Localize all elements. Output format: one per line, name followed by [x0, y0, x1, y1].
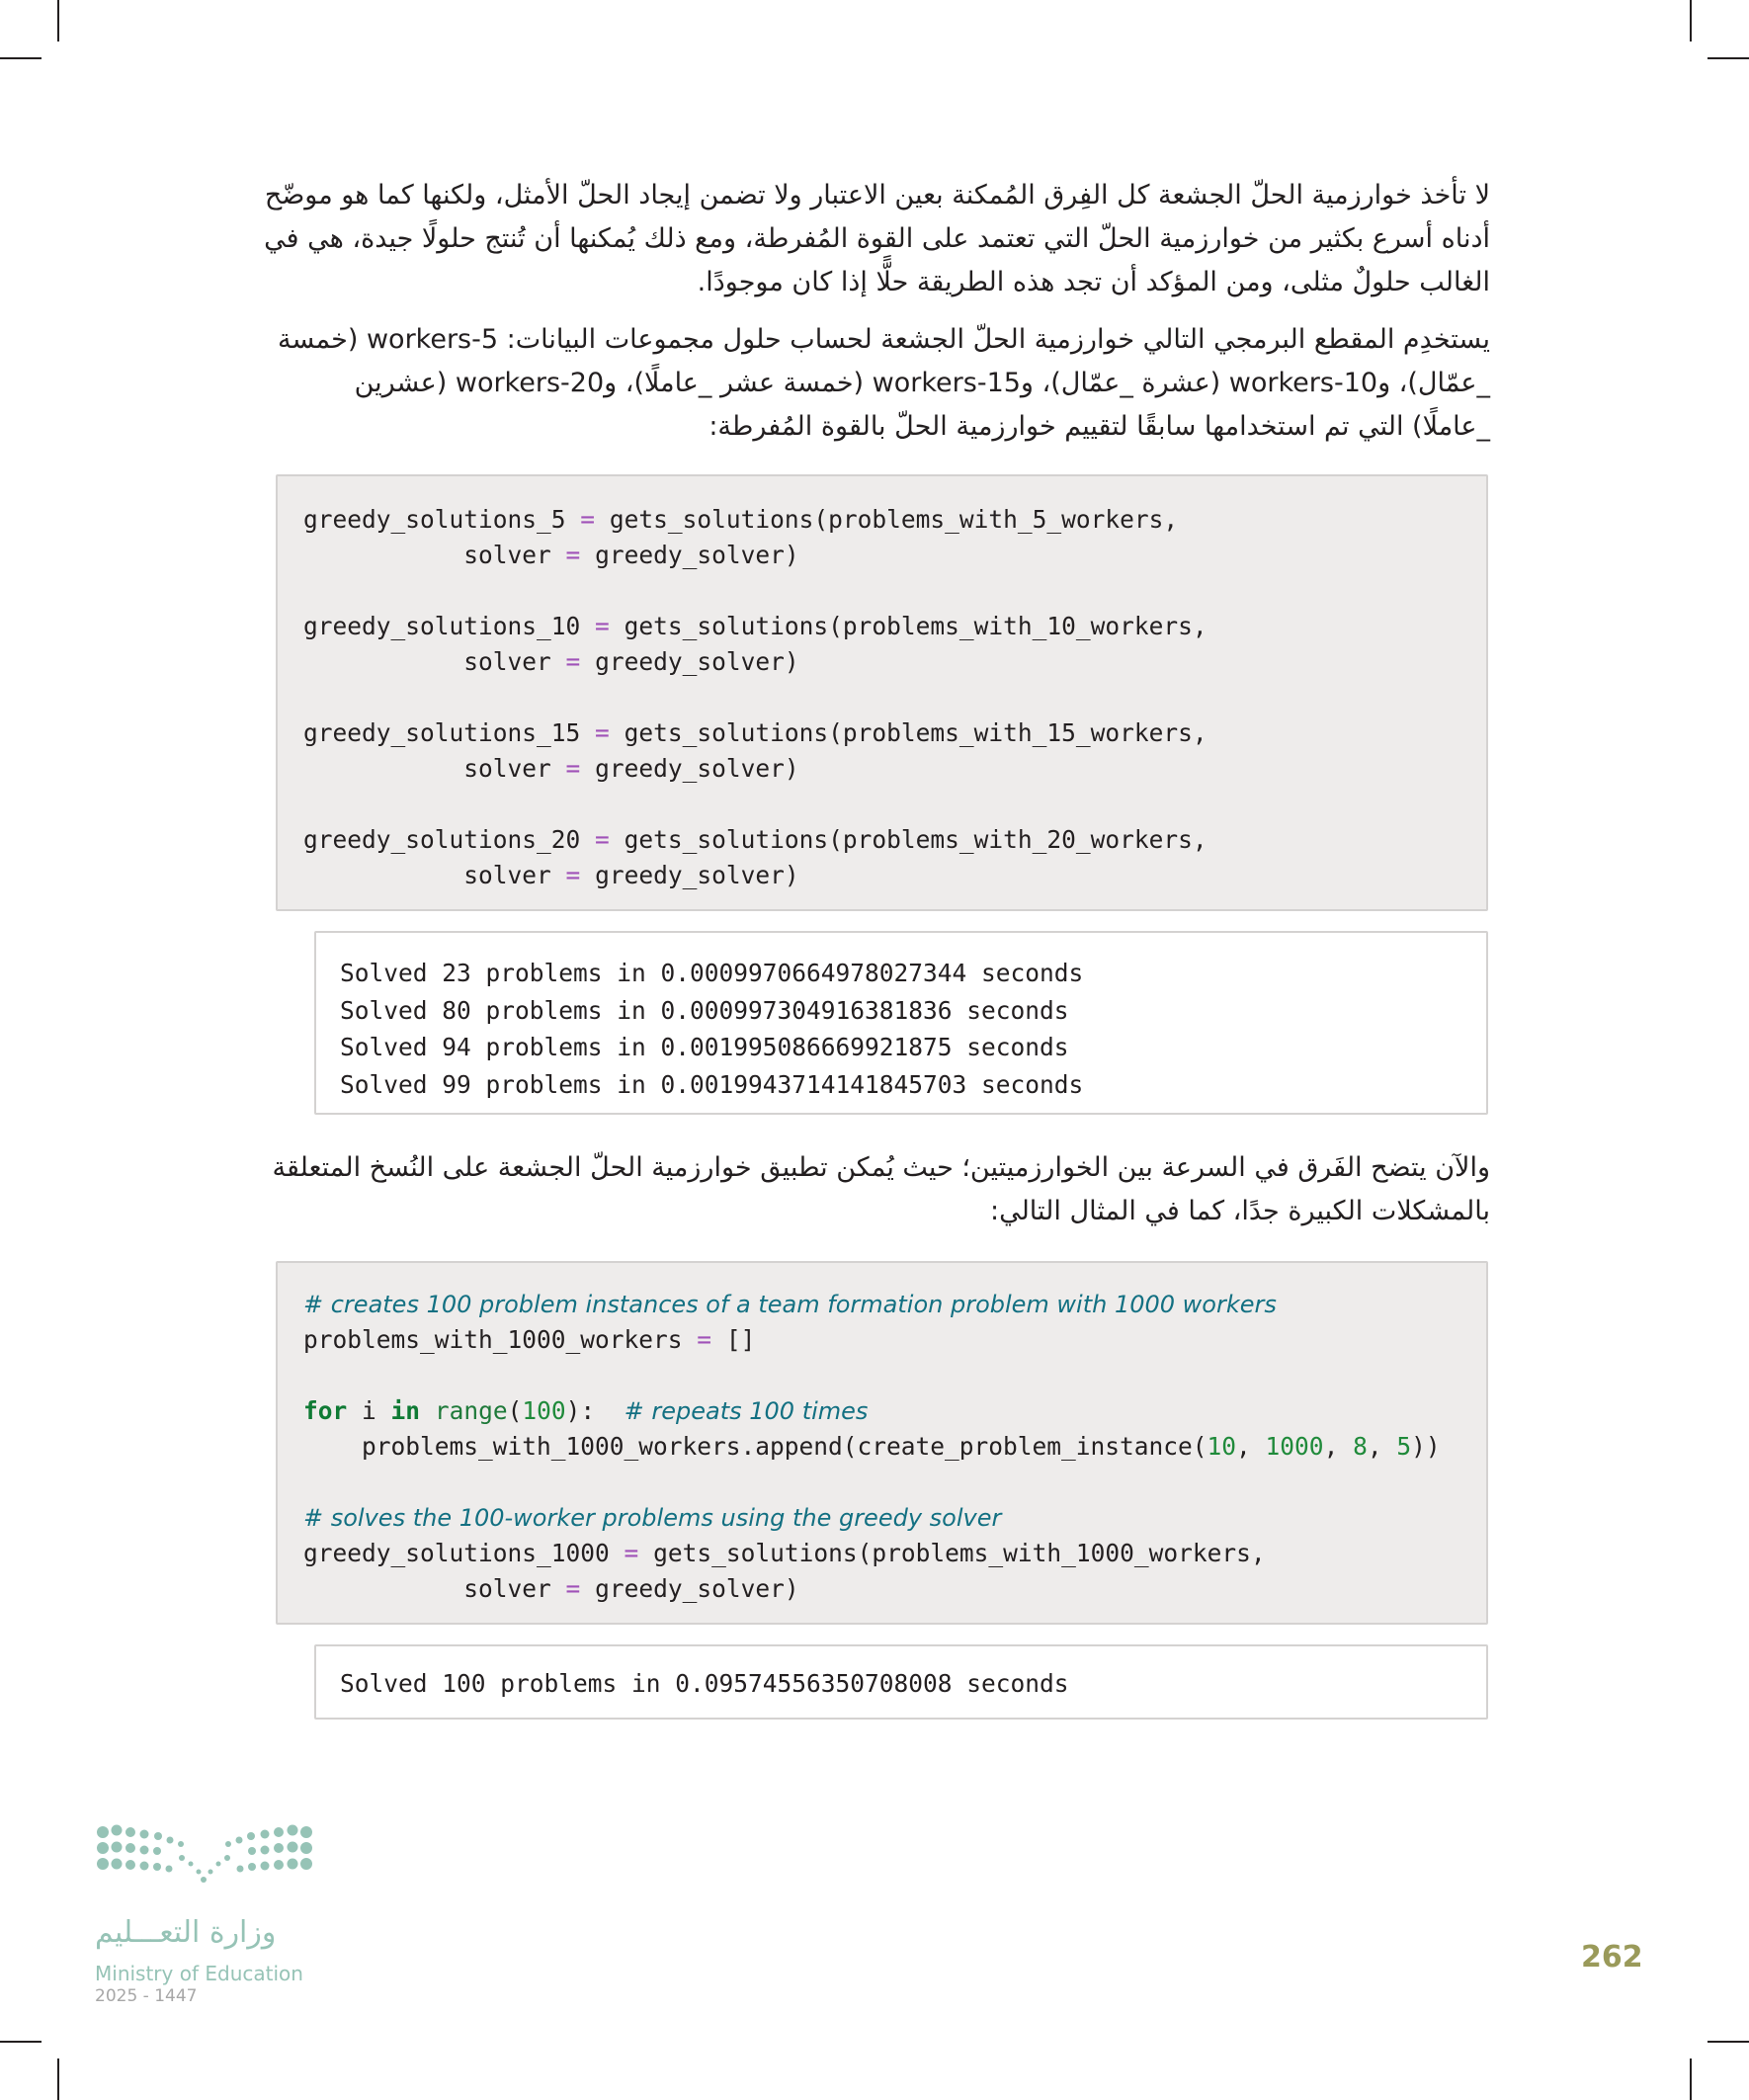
- code-punct: ):: [565, 1396, 596, 1425]
- paragraph-line: _عاملًا) التي تم استخدامها سابقًا لتقييم خوارزمية الحلّ بالقوة المُفرطة:: [708, 411, 1490, 442]
- code-builtin: range: [434, 1396, 508, 1425]
- code-number: 10: [1207, 1432, 1237, 1461]
- code-arg: solver: [463, 541, 551, 569]
- code-call: gets_solutions(problems_with_10_workers,: [624, 612, 1208, 640]
- output-line: Solved 99 problems in 0.0019943714141845703 seconds: [340, 1069, 1084, 1099]
- crop-mark: [1690, 0, 1692, 42]
- code-operator: =: [624, 1539, 639, 1567]
- code-number: 8: [1353, 1432, 1368, 1461]
- crop-mark: [0, 2041, 42, 2043]
- code-var: greedy_solutions_15: [303, 718, 581, 747]
- code-operator: =: [565, 861, 581, 889]
- crop-mark: [1690, 2058, 1692, 2100]
- ministry-name-english: Ministry of Education: [95, 1962, 303, 1985]
- code-var: greedy_solutions_20: [303, 825, 581, 854]
- code-keyword: for: [303, 1396, 348, 1425]
- code-intro-paragraph: [275, 318, 1490, 449]
- code-comment: # creates 100 problem instances of a team formation problem with 1000 workers: [303, 1291, 1277, 1318]
- code-var: greedy_solutions_1000: [303, 1539, 610, 1567]
- code-operator: =: [595, 718, 610, 747]
- code-number: 5: [1396, 1432, 1412, 1461]
- code-var: greedy_solutions_10: [303, 612, 581, 640]
- academic-year: 2025 - 1447: [95, 1986, 198, 2006]
- code-value: greedy_solver): [595, 541, 799, 569]
- code-operator: =: [595, 612, 610, 640]
- code-value: []: [725, 1325, 756, 1354]
- code-value: greedy_solver): [595, 861, 799, 889]
- code-comment: # solves the 100-worker problems using the greedy solver: [303, 1504, 1002, 1532]
- code-listing: # creates 100 problem instances of a team formation problem with 1000 workers problems_with_1000_workers = [] for i in range(100): # repeats 100 times problems_with_1000_workers.append(create_problem_instance(10, 1000, 8, 5)) # solves the 100-worker problems using the greedy solver greedy_solutions_1000 = gets_solutions(problems_with_1000_workers, solver = greedy_solver): [303, 1291, 1441, 1603]
- code-call: problems_with_1000_workers.append(create_problem_instance(: [303, 1432, 1208, 1461]
- crop-mark: [1707, 57, 1749, 59]
- code-call: gets_solutions(problems_with_20_workers,: [624, 825, 1208, 854]
- output-line: Solved 23 problems in 0.0009970664978027344 seconds: [340, 959, 1084, 987]
- paragraph-line: أدناه أسرع بكثير من خوارزمية الحلّ التي تعتمد على القوة المُفرطة، ومع ذلك يُمكنها أن تُنتج حلولًا جيدة، هي في: [264, 223, 1490, 254]
- paragraph-line: يستخدِم المقطع البرمجي التالي خوارزمية الحلّ الجشعة لحساب حلول مجموعات البيانات: 5-workers (خمسة: [277, 324, 1490, 355]
- code-call: gets_solutions(problems_with_5_workers,: [609, 505, 1179, 534]
- output-listing: [316, 933, 1486, 1103]
- code-operator: =: [565, 541, 581, 569]
- output-line: Solved 100 problems in 0.09574556350708008 seconds: [340, 1669, 1069, 1698]
- paragraph-line: لا تأخذ خوارزمية الحلّ الجشعة كل الفِرق المُمكنة بعين الاعتبار ولا تضمن إيجاد الحلّ الأمثل، ولكنها كما هو موضّح: [264, 180, 1490, 210]
- output-line: Solved 80 problems in 0.000997304916381836 seconds: [340, 995, 1069, 1025]
- code-punct: )): [1411, 1432, 1441, 1461]
- ministry-name-arabic: وزارة التعـــليم: [95, 1915, 277, 1950]
- code-var: greedy_solutions_5: [303, 505, 566, 534]
- code-arg: solver: [463, 647, 551, 676]
- code-comment: # repeats 100 times: [624, 1397, 869, 1425]
- code-operator: =: [580, 505, 596, 534]
- code-block-large-problems: [276, 1261, 1488, 1625]
- code-number: 100: [522, 1396, 566, 1425]
- code-value: greedy_solver): [595, 754, 799, 783]
- output-listing: [316, 1646, 1486, 1702]
- code-block-greedy-solutions: [276, 474, 1488, 911]
- crop-mark: [57, 0, 59, 42]
- code-value: greedy_solver): [595, 647, 799, 676]
- code-number: 1000: [1265, 1432, 1324, 1461]
- code-operator: =: [565, 647, 581, 676]
- paragraph-line: _عمّال)، و10-workers (عشرة _عمّال)، و15-workers (خمسة عشر _عاملًا)، و20-workers (عشرين: [354, 368, 1490, 398]
- code-operator: =: [565, 1574, 581, 1603]
- code-arg: solver: [463, 754, 551, 783]
- output-line: Solved 94 problems in 0.001995086669921875 seconds: [340, 1033, 1069, 1061]
- page-number: 262: [1581, 1940, 1643, 1974]
- crop-mark: [57, 2058, 59, 2100]
- code-var: problems_with_1000_workers: [303, 1325, 683, 1354]
- code-operator: =: [595, 825, 610, 854]
- paragraph-line: الغالب حلولٌ مثلى، ومن المؤكد أن تجد هذه الطريقة حلًّا إذا كان موجودًا.: [697, 267, 1490, 297]
- crop-mark: [1707, 2041, 1749, 2043]
- crop-mark: [0, 57, 42, 59]
- code-operator: =: [697, 1325, 712, 1354]
- paragraph-line: والآن يتضح الفَرق في السرعة بين الخوارزميتين؛ حيث يُمكن تطبيق خوارزمية الحلّ الجشعة على النُسخ المتعلقة: [272, 1152, 1490, 1183]
- comparison-paragraph: [272, 1146, 1490, 1233]
- ministry-logo: [95, 1820, 314, 1919]
- output-block-timings: [314, 931, 1488, 1115]
- code-operator: =: [565, 754, 581, 783]
- code-var: i: [347, 1396, 391, 1425]
- code-call: gets_solutions(problems_with_1000_workers,: [653, 1539, 1266, 1567]
- code-arg: solver: [463, 1574, 551, 1603]
- code-punct: (: [507, 1396, 523, 1425]
- output-block-large: [314, 1644, 1488, 1720]
- code-listing: [278, 476, 1486, 893]
- code-call: gets_solutions(problems_with_15_workers,: [624, 718, 1208, 747]
- code-value: greedy_solver): [595, 1574, 799, 1603]
- code-arg: solver: [463, 861, 551, 889]
- paragraph-line: بالمشكلات الكبيرة جدًا، كما في المثال التالي:: [989, 1196, 1490, 1226]
- code-keyword: in: [390, 1396, 421, 1425]
- intro-paragraph: [264, 174, 1490, 304]
